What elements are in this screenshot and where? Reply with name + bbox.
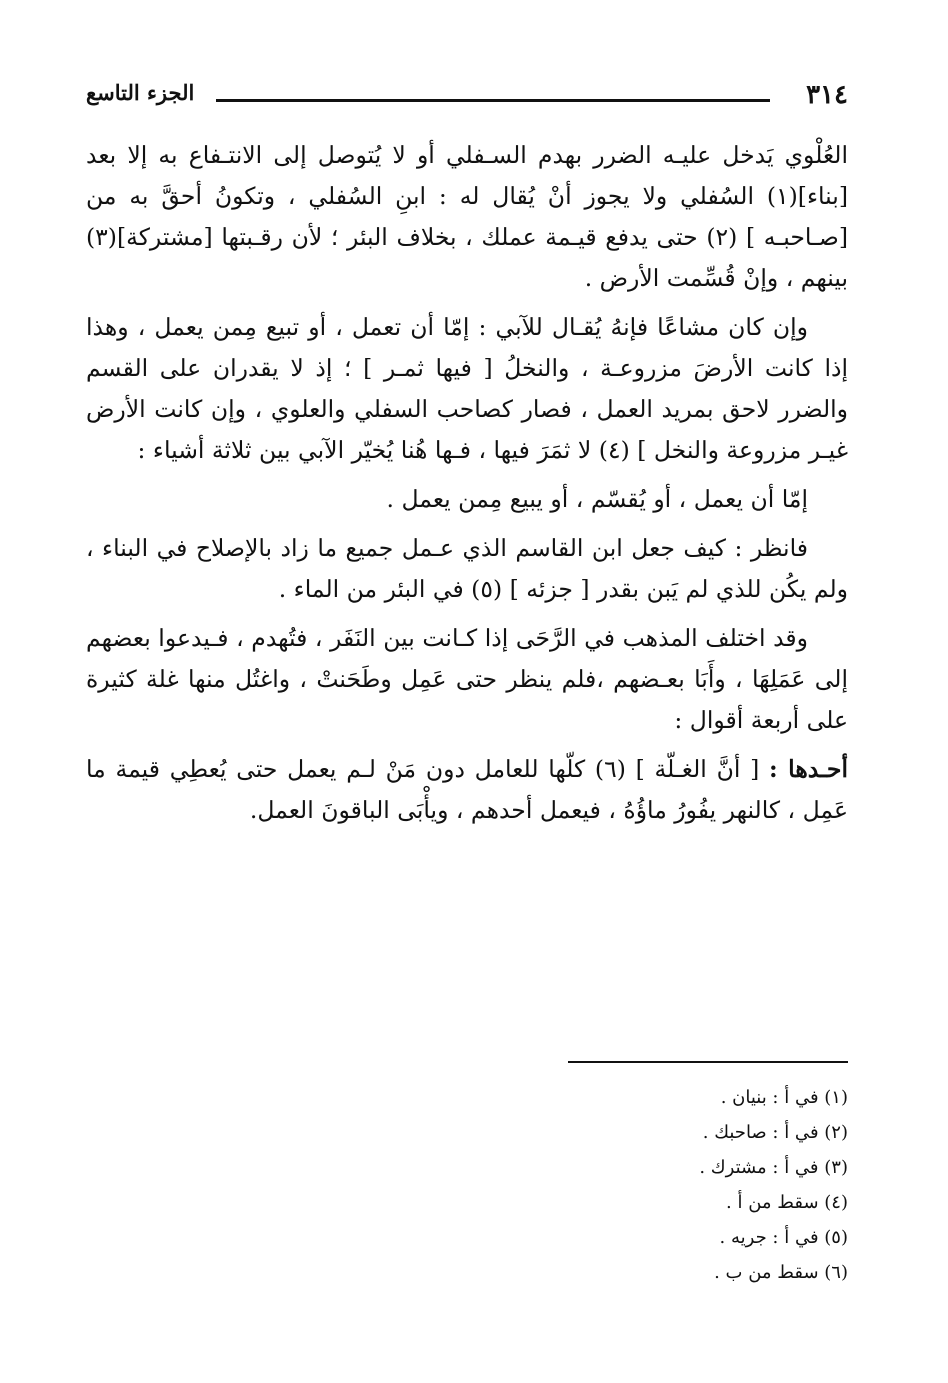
paragraph-3: إمّا أن يعمل ، أو يُقسّم ، أو يبيع مِمن يعمل . (386, 485, 808, 513)
running-title: الجزء التاسع (86, 80, 195, 105)
paragraph-2: وإن كان مشاعًا فإنهُ يُقـال للآبي : إمّا أن تعمل ، أو تبيع مِمن يعمل ، وهذا إذا كانت الأرضَ مزروعـة ، والنخلُ [ فيها ثمـر ] ؛ إذ لا يقدران على القسم والضرر لاحق بمريد العمل ، فصار كصاحب السفلي والعلوي ، وإن كانت الأرض غيـر مزروعة والنخل ] (٤) لا ثمَرَ فيها ، فـها هُنا يُخيّر الآبي بين ثلاثة أشياء : (86, 313, 848, 464)
footnote-4: (٤) سقط من أ . (726, 1192, 848, 1213)
footnote-2: (٢) في أ : صاحبك . (702, 1122, 848, 1143)
paragraph-4: فانظر : كيف جعل ابن القاسم الذي عـمل جميع ما زاد بالإصلاح في البناء ، ولم يكُن للذي لم يَبن بقدر [ جزئه ] (٥) في البئر من الماء . (86, 534, 848, 603)
footnote-5: (٥) في أ : جريه . (719, 1227, 848, 1248)
page-number: ٣١٤ (806, 80, 848, 110)
footnotes (448, 1080, 848, 1290)
paragraph-5: وقد اختلف المذهب في الرَّحَى إذا كـانت بين النَفَر ، فتُهدم ، فـيدعوا بعضهم إلى عَمَلِهَا ، وأَبَا بعـضهم ،فلم ينظر حتى عَمِل وطَحَنتْ ، واغتُل منها غلة كثيرة على أربعة أقوال : (86, 624, 848, 734)
body-text (86, 135, 848, 839)
paragraph-6 (86, 749, 848, 831)
paragraph-6-lead: أحـدها : (769, 755, 848, 783)
footnote-6: (٦) سقط من ب . (714, 1262, 848, 1283)
header-rule (216, 99, 770, 102)
footnote-1: (١) في أ : بنيان . (720, 1087, 848, 1108)
paragraph-1: العُلْوي يَدخل عليـه الضرر بهدم السـفلي أو لا يُتوصل إلى الانتـفاع به إلا بعد [بناء](١) السُفلي ولا يجوز أنْ يُقال له : ابنِ السُفلي ، وتكونُ أحقَّ به من [صـاحبـه ] (٢) حتى يدفع قيـمة عملك ، بخلاف البئر ؛ لأن رقـبتها [مشتركة](٣) بينهم ، وإنْ قُسِّمت الأرض . (86, 141, 849, 292)
footnote-3: (٣) في أ : مشترك . (699, 1157, 848, 1178)
paragraph-6-text: [ أنَّ الغـلّة ] (٦) كلّها للعامل دون مَنْ لـم يعمل حتى يُعطِي قيمة ما عَمِل ، كالنهر يفُورُ ماؤُهُ ، فيعمل أحدهم ، ويأْبَى الباقونَ العمل. (86, 755, 848, 824)
page-header (86, 78, 848, 118)
footnote-rule (568, 1061, 848, 1063)
